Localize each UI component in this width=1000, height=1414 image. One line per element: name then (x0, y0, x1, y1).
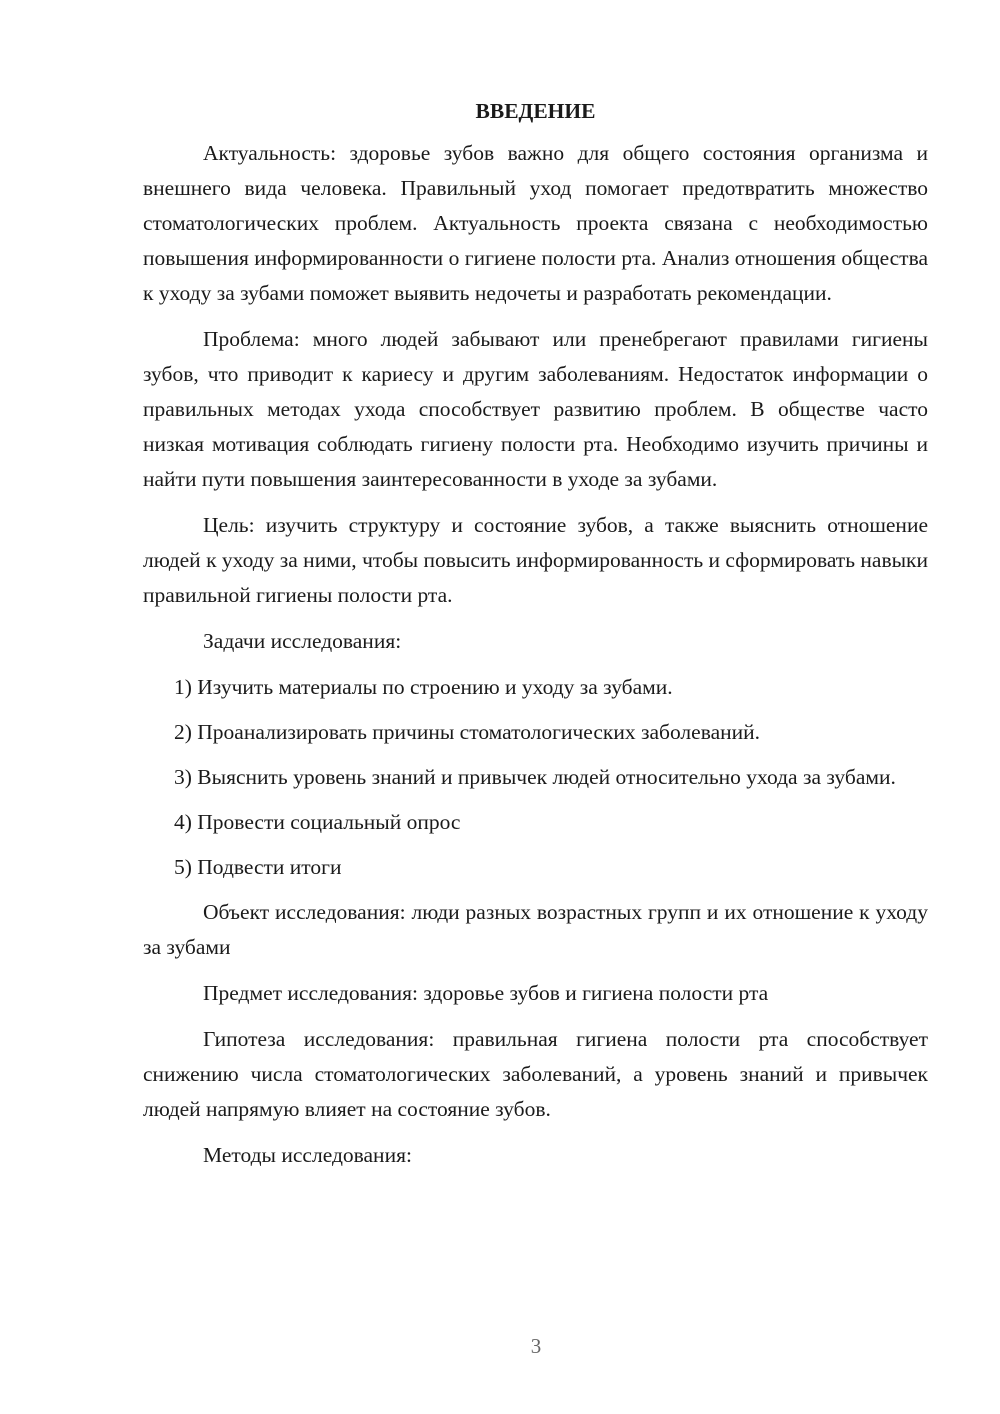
paragraph-relevance: Актуальность: здоровье зубов важно для общего состояния организма и внешнего вида человека. Правильный уход помогает предотвратить множество стоматологических проблем. Актуальность проекта связана с необходимостью повышения информированности о гигиене полости рта. Анализ отношения общества к уходу за зубами поможет выявить недочеты и разработать рекомендации. (143, 141, 928, 305)
page-title: ВВЕДЕНИЕ (475, 99, 596, 123)
task-item: 1) Изучить материалы по строению и уходу за зубами. (174, 675, 673, 699)
page-content (143, 96, 928, 1184)
task-item: 2) Проанализировать причины стоматологических заболеваний. (174, 720, 761, 744)
paragraph-tasks-heading: Задачи исследования: (203, 629, 402, 653)
paragraph-hypothesis: Гипотеза исследования: правильная гигиена полости рта способствует снижению числа стоматологических заболеваний, а уровень знаний и привычек людей напрямую влияет на состояние зубов. (143, 1027, 928, 1121)
task-list (143, 670, 928, 885)
page-number: 3 (530, 1334, 542, 1358)
task-item: 5) Подвести итоги (174, 855, 342, 879)
paragraph-methods-heading: Методы исследования: (203, 1143, 412, 1167)
paragraph-goal: Цель: изучить структуру и состояние зубов, а также выяснить отношение людей к уходу за ними, чтобы повысить информированность и сформировать навыки правильной гигиены полости рта. (143, 513, 928, 607)
paragraph-object: Объект исследования: люди разных возрастных групп и их отношение к уходу за зубами (143, 900, 928, 959)
paragraph-problem: Проблема: много людей забывают или пренебрегают правилами гигиены зубов, что приводит к кариесу и другим заболеваниям. Недостаток информации о правильных методах ухода способствует развитию проблем. В обществе часто низкая мотивация соблюдать гигиену полости рта. Необходимо изучить причины и найти пути повышения заинтересованности в уходе за зубами. (143, 327, 928, 491)
task-item: 3) Выяснить уровень знаний и привычек людей относительно ухода за зубами. (174, 765, 896, 789)
task-item: 4) Провести социальный опрос (174, 810, 461, 834)
paragraph-subject: Предмет исследования: здоровье зубов и гигиена полости рта (203, 981, 769, 1005)
